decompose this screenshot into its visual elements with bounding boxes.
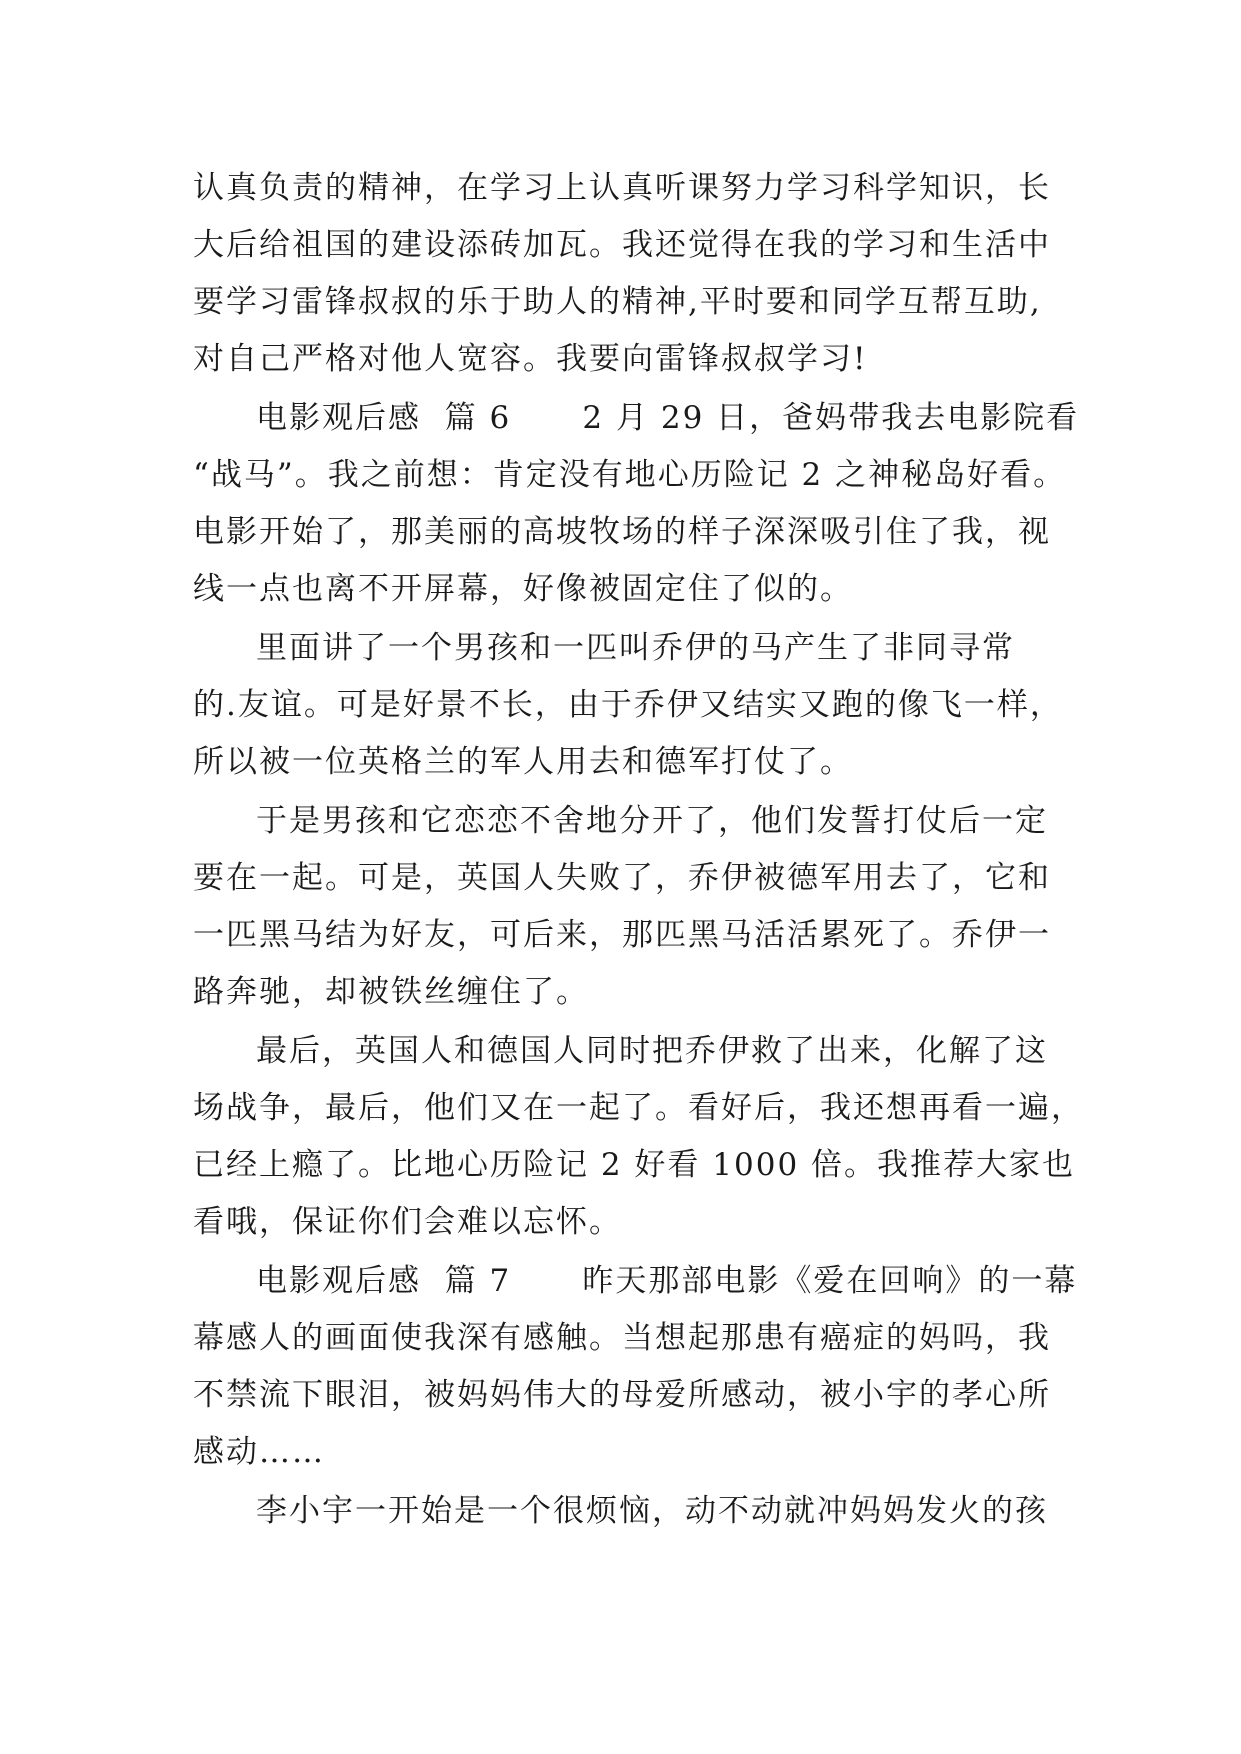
body-line-14: 一匹黑马结为好友，可后来，那匹黑马活活累死了。乔伊一 (193, 917, 1051, 953)
body-line-23: 感动…… (193, 1434, 325, 1470)
body-line-21: 幕感人的画面使我深有感触。当想起那患有癌症的妈吗，我 (193, 1320, 1051, 1356)
body-line-16: 最后，英国人和德国人同时把乔伊救了出来，化解了这 (256, 1033, 1048, 1069)
body-line-13: 要在一起。可是，英国人失败了，乔伊被德军用去了，它和 (193, 860, 1051, 896)
body-line-10: 的.友谊。可是好景不长，由于乔伊又结实又跑的像飞一样， (193, 687, 1063, 723)
body-line-2: 大后给祖国的建设添砖加瓦。我还觉得在我的学习和生活中 (193, 227, 1051, 263)
body-line-3: 要学习雷锋叔叔的乐于助人的精神,平时要和同学互帮互助, (193, 284, 1042, 320)
body-line-22: 不禁流下眼泪，被妈妈伟大的母爱所感动，被小宇的孝心所 (193, 1377, 1051, 1413)
body-line-18: 已经上瘾了。比地心历险记 2 好看 1000 倍。我推荐大家也 (193, 1147, 1076, 1183)
body-line-1: 认真负责的精神，在学习上认真听课努力学习科学知识，长 (193, 170, 1051, 206)
section-heading-7: 电影观后感 篇 7 昨天那部电影《爱在回响》的一幕 (256, 1263, 1078, 1299)
body-line-12: 于是男孩和它恋恋不舍地分开了，他们发誓打仗后一定 (256, 803, 1048, 839)
body-line-4: 对自己严格对他人宽容。我要向雷锋叔叔学习! (193, 341, 868, 377)
body-line-7: 电影开始了，那美丽的高坡牧场的样子深深吸引住了我，视 (193, 514, 1051, 550)
body-line-17: 场战争，最后，他们又在一起了。看好后，我还想再看一遍， (193, 1090, 1084, 1126)
body-line-24: 李小宇一开始是一个很烦恼，动不动就冲妈妈发火的孩 (256, 1493, 1048, 1529)
body-line-8: 线一点也离不开屏幕，好像被固定住了似的。 (193, 571, 853, 607)
body-line-9: 里面讲了一个男孩和一匹叫乔伊的马产生了非同寻常 (256, 630, 1015, 666)
section-heading-6: 电影观后感 篇 6 2 月 29 日，爸妈带我去电影院看 (256, 400, 1080, 436)
body-line-15: 路奔驰，却被铁丝缠住了。 (193, 974, 589, 1010)
body-line-6: “战马”。我之前想：肯定没有地心历险记 2 之神秘岛好看。 (193, 457, 1067, 493)
body-line-19: 看哦，保证你们会难以忘怀。 (193, 1204, 622, 1240)
body-line-11: 所以被一位英格兰的军人用去和德军打仗了。 (193, 744, 853, 780)
